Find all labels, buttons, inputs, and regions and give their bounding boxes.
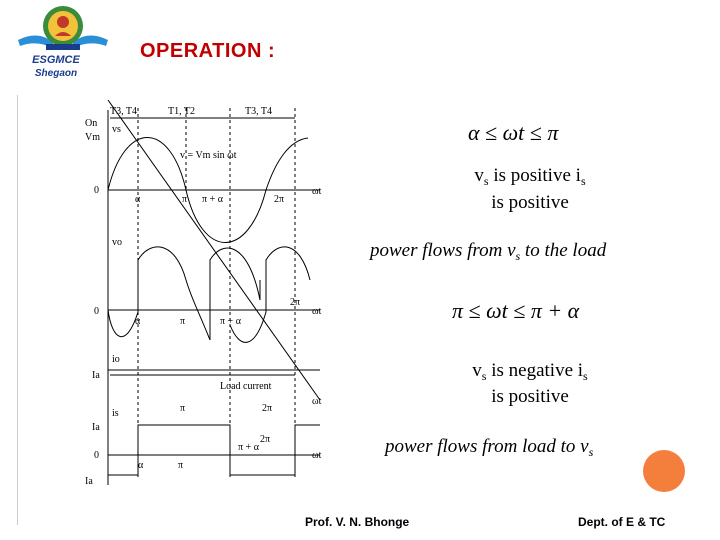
fig-label-wt-1: ωt	[312, 186, 322, 197]
waveform-figure	[80, 100, 340, 488]
paragraph-2: power flows from $v_s$ to the load	[370, 240, 607, 263]
fig-label-pialpha-4: π + α	[238, 442, 259, 453]
fig-label-zero-1: 0	[94, 185, 99, 196]
fig-label-wt-3: ωt	[312, 396, 322, 407]
fig-label-ia-2: Ia	[92, 422, 100, 433]
fig-label-t34-a: T3, T4	[110, 106, 138, 117]
fig-label-pi-4: π	[178, 460, 184, 471]
footer-author: Prof. V. N. Bhonge	[305, 515, 410, 529]
fig-label-2pi-2: 2π	[290, 297, 301, 308]
condition-1: α ≤ ωt ≤ π	[468, 120, 559, 145]
slide-title: OPERATION :	[140, 40, 276, 62]
fig-label-vformula: v = Vm sin ωt	[180, 150, 237, 161]
paragraph-3-line2: is positive	[491, 386, 569, 407]
logo-text-city: Shegaon	[34, 68, 78, 79]
condition-2: π ≤ ωt ≤ π + α	[452, 298, 580, 323]
fig-label-zero-4: 0	[94, 450, 99, 461]
fig-label-pialpha-2: π + α	[220, 316, 241, 327]
fig-label-vs: vs	[112, 124, 121, 135]
logo-text-college: ESGMCE	[32, 54, 80, 66]
fig-label-vm: Vm	[85, 132, 100, 143]
paragraph-4: power flows from load to $v_s$	[385, 436, 594, 459]
left-border-line	[17, 95, 18, 525]
fig-label-on: On	[85, 118, 98, 129]
fig-label-alpha-4: α	[138, 460, 144, 471]
fig-label-wt-2: ωt	[312, 306, 322, 317]
fig-label-is: is	[112, 408, 119, 419]
fig-label-alpha-2: α	[135, 316, 141, 327]
fig-label-io: io	[112, 354, 120, 365]
footer-department: Dept. of E & TC	[578, 515, 666, 529]
paragraph-1-line1: $v_s$ is positive $i_s$	[474, 165, 586, 188]
decorative-orange-circle	[643, 450, 685, 492]
fig-label-pi-1: π	[182, 194, 188, 205]
fig-label-pialpha-1: π + α	[202, 194, 223, 205]
fig-label-pi-2: π	[180, 316, 186, 327]
paragraph-1-line2: is positive	[491, 192, 569, 213]
fig-label-2pi-1: 2π	[274, 194, 285, 205]
fig-label-neg-ia: Ia	[85, 476, 93, 487]
paragraph-3-line1: $v_s$ is negative $i_s$	[472, 360, 588, 383]
fig-label-wt-4: ωt	[312, 450, 322, 461]
fig-label-zero-2: 0	[94, 306, 99, 317]
fig-label-alpha-1: α	[135, 194, 141, 205]
fig-label-load-current: Load current	[220, 381, 272, 392]
fig-label-t12: T1, T2	[168, 106, 196, 117]
fig-label-t34-b: T3, T4	[245, 106, 273, 117]
fig-label-vo: vo	[112, 237, 122, 248]
fig-label-ia: Ia	[92, 370, 100, 381]
fig-label-pi-3: π	[180, 403, 186, 414]
fig-label-2pi-3: 2π	[262, 403, 273, 414]
fig-label-2pi-4: 2π	[260, 434, 271, 445]
